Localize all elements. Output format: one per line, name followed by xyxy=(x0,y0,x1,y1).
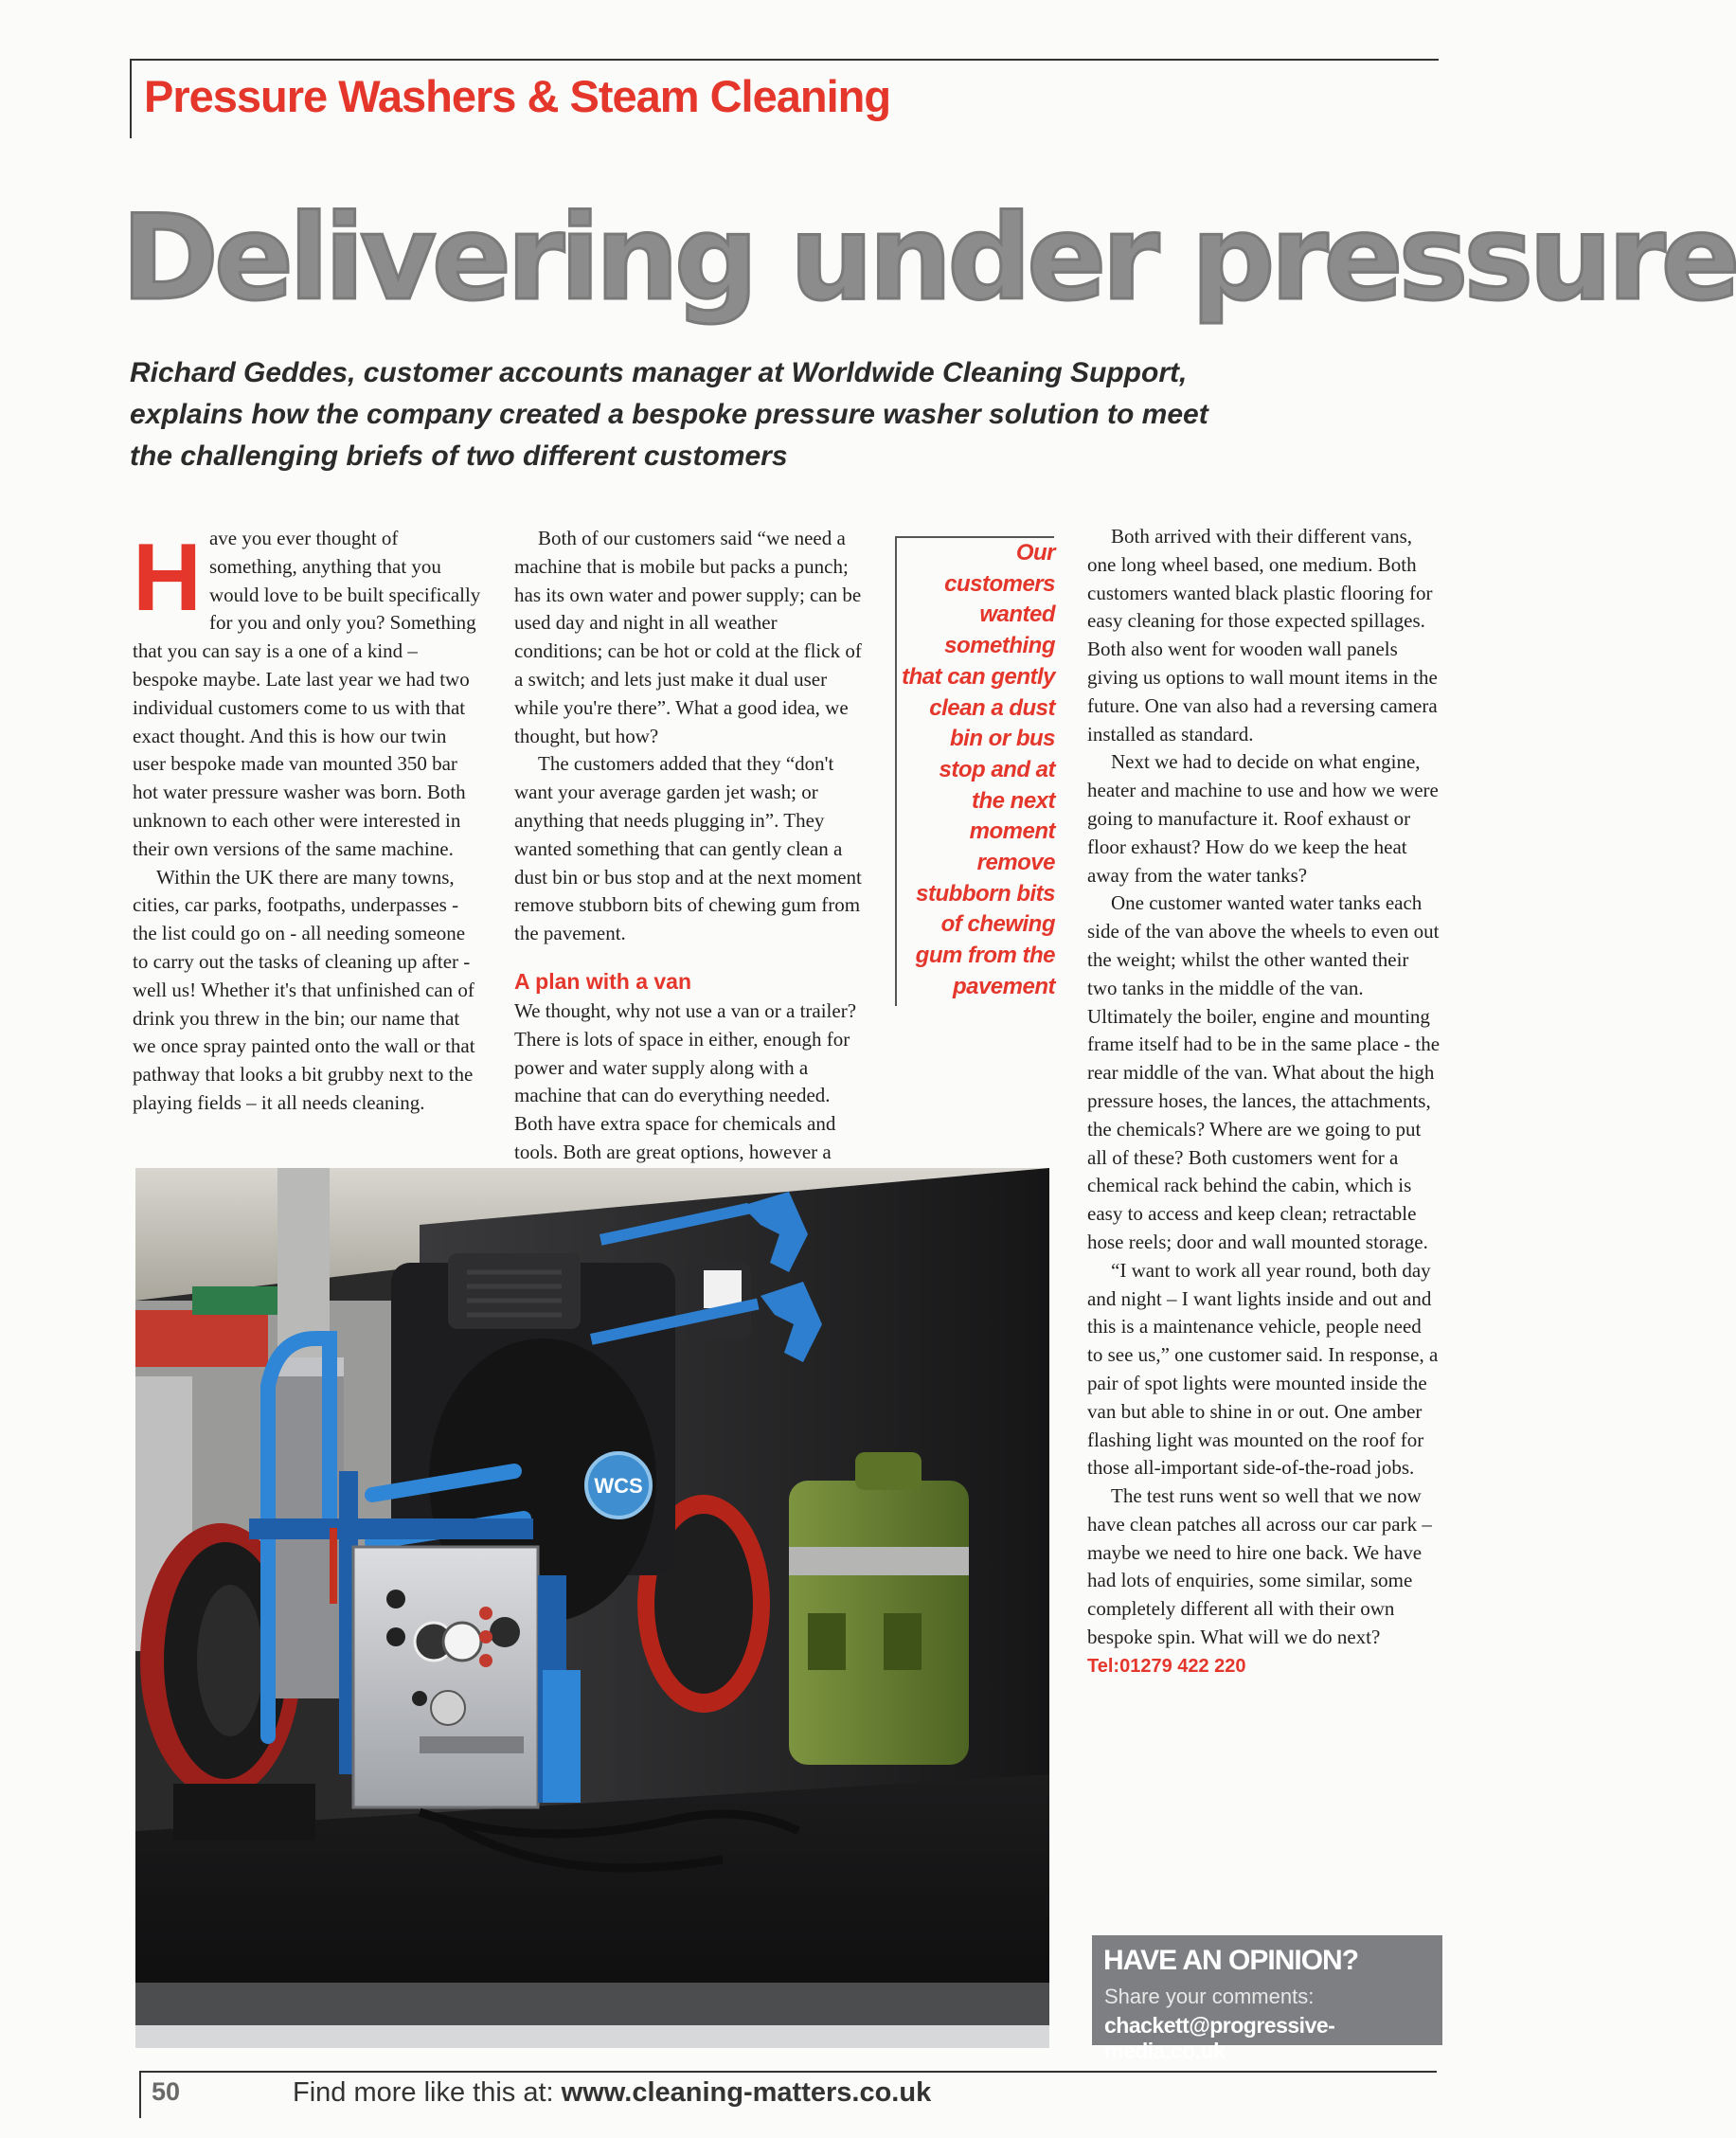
article-standfirst: Richard Geddes, customer accounts manager at Worldwide Cleaning Support, explains how the company created a bespoke pressure washer solution to meet the challenging briefs of two different customers xyxy=(130,357,1208,472)
wcs-badge-text: WCS xyxy=(594,1474,643,1498)
pullquote-rule-left xyxy=(895,536,897,1006)
article-column-2 xyxy=(514,525,867,1195)
footer-bar xyxy=(139,2071,141,2118)
paragraph-3: Both of our customers said “we need a machine that is mobile but packs a punch; has its own water and power supply; can be used day and night in all weather conditions; can be hot or cold at the flick of a switch; and lets just make it dual user while you're there”. What a good idea, we thought, but how? xyxy=(514,527,862,747)
opinion-subtitle: Share your comments: xyxy=(1104,1985,1315,2008)
footer-url-link[interactable]: www.cleaning-matters.co.uk xyxy=(561,2077,932,2108)
paragraph-8: One customer wanted water tanks each side of the van above the wheels to even out the weight; whilst the other wanted their two tanks in the middle of the van. Ultimately the boiler, engine and mounting frame itself had to be in the same place - the rear middle of the van. What about the high pressure hoses, the lances, the attachments, the chemicals? Where are we going to put all of these? Both customers went for a chemical rack behind the cabin, which is easy to access and keep clean; retractable hose reels; door and wall mounted storage. xyxy=(1087,891,1441,1253)
article-photo xyxy=(135,1168,1049,2048)
footer-rule xyxy=(139,2071,1437,2073)
page-number: 50 xyxy=(152,2077,181,2106)
paragraph-7: Next we had to decide on what engine, heater and machine to use and how we were going to manufacture it. Roof exhaust or floor exhaust? How do we keep the heat away from the water tanks? xyxy=(1087,750,1439,887)
article-column-4 xyxy=(1087,523,1440,1680)
paragraph-1: ave you ever thought of something, anything that you would love to be built specifically for you and only you? Something that you can say is a one of a kind – bespoke maybe. Late last year we had two individual customers come to us with that exact thought. And this is how our twin user bespoke made van mounted 350 bar hot water pressure washer was born. Both unknown to each other were interested in their own versions of the same machine. xyxy=(133,527,481,860)
opinion-title: HAVE AN OPINION? xyxy=(1103,1945,1359,1976)
paragraph-2: Within the UK there are many towns, cities, car parks, footpaths, underpasses - the list could go on - all needing someone to carry out the tasks of cleaning up after - well us! Whether it's that unfinished can of drink you threw in the bin; our name that we once spray painted onto the wall or that pathway that looks a bit grubby next to the playing fields – it all needs cleaning. xyxy=(133,865,475,1114)
opinion-box xyxy=(1092,1935,1442,2063)
section-bar xyxy=(130,59,132,138)
pressure-washer-van-photo xyxy=(135,1168,1049,2048)
paragraph-9: “I want to work all year round, both day and night – I want lights inside and out and this is a maintenance vehicle, people need to see us,” one customer said. In response, a pair of spot lights were mounted inside the van but able to shine in or out. One amber flashing light was mounted on the roof for those all-important side-of-the-road jobs. xyxy=(1087,1258,1439,1480)
footer-find-more xyxy=(293,2077,931,2109)
paragraph-5: We thought, why not use a van or a trailer? There is lots of space in either, enough for power and water supply along with a machine that can do everything needed. Both have extra space for chemicals and tools. Both are great options, however a xyxy=(514,998,857,1163)
subheading: A plan with a van xyxy=(514,968,692,994)
paragraph-10: The test runs went so well that we now have clean patches all across our car park – maybe we need to hire one back. We have had lots of enquiries, some similar, some completely different all with their own bespoke spin. What will we do next? xyxy=(1087,1484,1432,1649)
paragraph-6: Both arrived with their different vans, one long wheel based, one medium. Both customers wanted black plastic flooring for easy cleaning for those expected spillages. Both also went for wooden wall panels giving us options to wall mount items in the future. One van also had a reversing camera installed as standard. xyxy=(1087,525,1438,746)
article-column-1 xyxy=(133,525,483,1118)
footer-find-label: Find more like this at: xyxy=(293,2077,554,2108)
drop-cap: H xyxy=(133,525,202,631)
opinion-email[interactable]: chackett@progressive-media.co.uk xyxy=(1104,2013,1335,2063)
pull-quote: Our customers wanted something that can gently clean a dust bin or bus stop and at the next moment remove stubborn bits of chewing gum from the pavement xyxy=(902,540,1055,999)
article-headline: Delivering under pressure xyxy=(121,190,1736,327)
section-title: Pressure Washers & Steam Cleaning xyxy=(144,71,891,121)
top-rule xyxy=(130,59,1439,61)
phone-number: Tel:01279 422 220 xyxy=(1087,1655,1246,1677)
paragraph-4: The customers added that they “don't want your average garden jet wash; or anything that needs plugging in”. They wanted something that can gently clean a dust bin or bus stop and at the next moment remove stubborn bits of chewing gum from the pavement. xyxy=(514,752,862,945)
